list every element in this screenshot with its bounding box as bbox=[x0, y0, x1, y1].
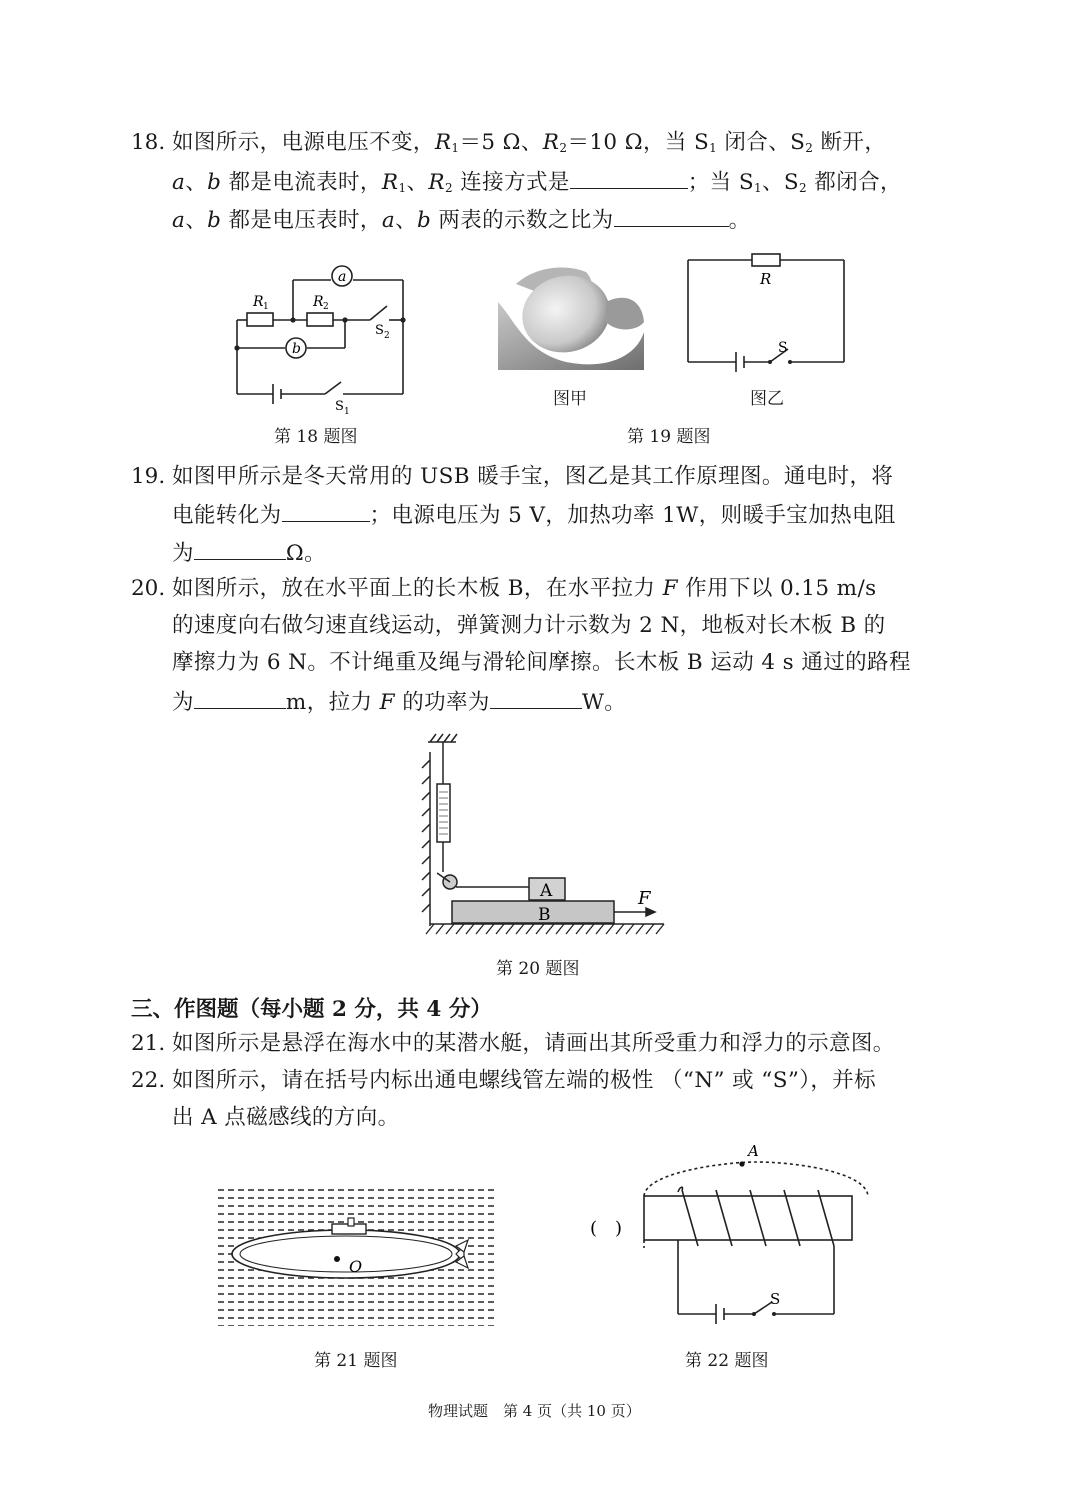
meter-a-label: a bbox=[338, 269, 347, 285]
figure-20-caption: 第 20 题图 bbox=[496, 959, 580, 979]
r2-sub: 2 bbox=[323, 302, 329, 312]
r2-label: R bbox=[313, 294, 324, 310]
r1-label: R bbox=[253, 294, 264, 310]
question-number: 18. bbox=[131, 130, 166, 155]
figure-20-diagram bbox=[410, 730, 672, 942]
polarity-bracket[interactable]: ( ) bbox=[590, 1218, 623, 1239]
q18-line-2: a、b 都是电流表时，$R_1$、$R_2$ 连接方式是 ；当 $S_1$、$S_2$ 都闭合， bbox=[172, 166, 902, 203]
force-f-label: F bbox=[638, 888, 651, 909]
figure-21-caption: 第 21 题图 bbox=[314, 1351, 398, 1371]
section-title: 三、作图题（每小题 2 分，共 4 分） bbox=[131, 997, 492, 1022]
q22-line-1: 如图所示，请在括号内标出通电螺线管左端的极性 （“N” 或 “S”），并标 bbox=[172, 1068, 877, 1093]
question-number: 19. bbox=[131, 464, 166, 489]
question-number: 22. bbox=[131, 1068, 166, 1093]
figure-19-jia-label: 图甲 bbox=[553, 389, 587, 409]
q19-line-1: 如图甲所示是冬天常用的 USB 暖手宝，图乙是其工作原理图。通电时，将 bbox=[172, 464, 894, 489]
question-number: 21. bbox=[131, 1031, 166, 1056]
q19-line-3: 为 Ω。 bbox=[172, 537, 326, 569]
figure-18-circuit bbox=[225, 258, 415, 418]
q20-line-3: 摩擦力为 6 N。不计绳重及绳与滑轮间摩擦。长木板 B 运动 4 s 通过的路程 bbox=[172, 650, 911, 675]
question-number: 20. bbox=[131, 576, 166, 601]
q20-line-1: 如图所示，放在水平面上的长木板 B，在水平拉力 F 作用下以 0.15 m/s bbox=[172, 576, 877, 601]
switch-s-label: S bbox=[770, 1290, 781, 1308]
s1-label: S bbox=[335, 399, 344, 414]
figure-22-caption: 第 22 题图 bbox=[685, 1351, 769, 1371]
answer-blank[interactable] bbox=[282, 499, 370, 522]
answer-blank[interactable] bbox=[614, 204, 729, 227]
r1-sub: 1 bbox=[263, 302, 269, 312]
q19-line-2: 电能转化为 ；电源电压为 5 V，加热功率 1W，则暖手宝加热电阻 bbox=[172, 499, 896, 531]
block-b-label: B bbox=[538, 905, 551, 925]
figure-19-circuit bbox=[684, 252, 850, 372]
q18-line-1: 如图所示，电源电压不变，$R_1=5$ Ω、$R_2=10$ Ω，当 $S_1$ 闭合、$S_2$ 断开， bbox=[172, 130, 887, 155]
page-footer: 物理试题 第 4 页（共 10 页） bbox=[428, 1402, 641, 1420]
q22-line-2: 出 A 点磁感线的方向。 bbox=[172, 1105, 400, 1130]
figure-19-yi-label: 图乙 bbox=[750, 389, 784, 409]
switch-s-label: S bbox=[778, 340, 788, 356]
figure-21-submarine bbox=[218, 1186, 498, 1326]
s2-label: S bbox=[375, 323, 384, 338]
answer-blank[interactable] bbox=[490, 686, 582, 709]
q21-line-1: 如图所示是悬浮在海水中的某潜水艇，请画出其所受重力和浮力的示意图。 bbox=[172, 1031, 895, 1056]
q18-line-3: a、b 都是电压表时，a、b 两表的示数之比为 。 bbox=[172, 204, 750, 236]
meter-b-label: b bbox=[292, 341, 301, 357]
point-a-label: A bbox=[748, 1142, 759, 1160]
block-a-label: A bbox=[540, 881, 553, 901]
answer-blank[interactable] bbox=[194, 537, 286, 560]
answer-blank[interactable] bbox=[570, 166, 688, 189]
q20-line-4: 为 m，拉力 F 的功率为 W。 bbox=[172, 686, 626, 718]
resistor-r-label: R bbox=[760, 270, 772, 288]
figure-18-caption: 第 18 题图 bbox=[274, 427, 358, 447]
s2-sub: 2 bbox=[384, 331, 390, 341]
answer-blank[interactable] bbox=[194, 686, 286, 709]
figure-19-hand-warmer-photo bbox=[496, 262, 646, 370]
figure-22-solenoid bbox=[586, 1138, 886, 1328]
s1-sub: 1 bbox=[344, 407, 350, 417]
center-o-label: O bbox=[349, 1257, 363, 1276]
figure-19-caption: 第 19 题图 bbox=[627, 427, 711, 447]
q20-line-2: 的速度向右做匀速直线运动，弹簧测力计示数为 2 N，地板对长木板 B 的 bbox=[172, 613, 886, 638]
